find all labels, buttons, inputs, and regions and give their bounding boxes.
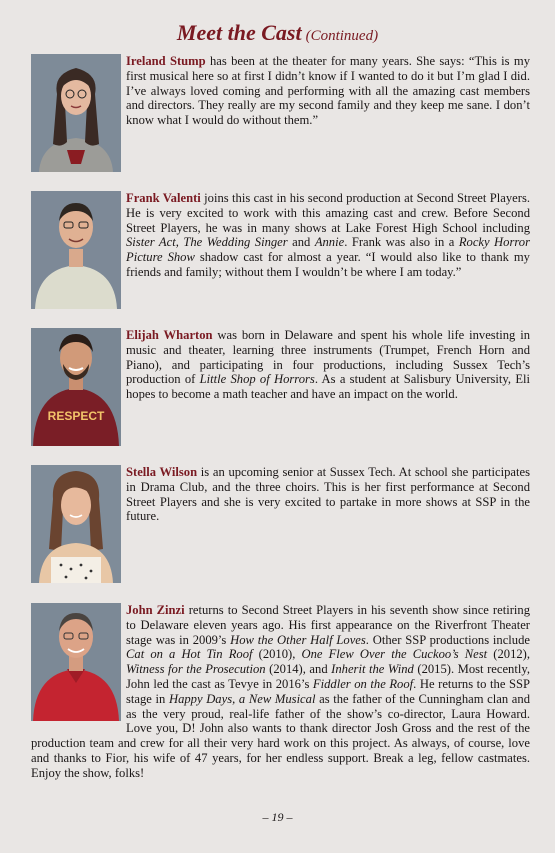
bio-text: joins this cast in his second production at Second Street Players. He is very excited to work with this amazing cast and crew. Before Second Street Players, he was in many shows at Lake Forest High School including (126, 191, 531, 235)
show-title: Happy Days, a New Musical (168, 691, 316, 706)
bio-text: . He returns to the SSP stage in (126, 676, 530, 706)
show-title: How the Other Half Loves (230, 632, 366, 647)
show-title: Fiddler on the Roof (312, 676, 414, 691)
photo-float-spacer (31, 603, 126, 727)
cast-name: Ireland Stump (126, 54, 206, 68)
bio-text: (2012), (487, 647, 531, 662)
bio-text: (2014), and (265, 662, 332, 677)
title-text: Meet the Cast (176, 20, 302, 45)
headshot-ireland-stump (31, 54, 121, 172)
show-title: Annie (314, 235, 345, 250)
bio-elijah-wharton (126, 328, 530, 402)
bio-text: has been at the theater for many years. She says: “This is my first musical here so at first I didn’t know if I wanted to do it but I’m glad I did. I’ve always loved coming and performing with all the amazing cast members and directors. They really are my second family and they keep me sane. I don’t know what I would do without them.” (126, 54, 530, 128)
show-title: Inherit the Wind (331, 662, 414, 677)
cast-name: Stella Wilson (126, 465, 198, 479)
show-title: One Flew Over the Cuckoo’s Nest (301, 647, 488, 662)
show-title: Cat on a Hot Tin Roof (126, 647, 253, 662)
headshot-elijah-wharton (31, 328, 121, 446)
bio-text: (2010), (252, 647, 302, 662)
bio-text: is an upcoming senior at Sussex Tech. At school she participates in Drama Club, and the three choirs. This is her first performance at Second Street Players and she is very excited to partake in more shows at SSP in the future. (126, 465, 530, 524)
bio-text: shadow cast for almost a year. “I would also like to thank my friends and family; without them I wouldn’t be where I am today.” (126, 250, 530, 279)
show-title: Little Shop of Horrors (199, 372, 315, 387)
show-title: Rocky Horror Picture Show (126, 235, 530, 265)
bio-text: . Other SSP productions include (365, 632, 530, 647)
bio-stella-wilson (126, 465, 530, 524)
bio-frank-valenti (126, 191, 530, 280)
headshot-frank-valenti (31, 191, 121, 309)
page-title (0, 20, 555, 46)
bio-john-zinzi (31, 603, 530, 781)
bio-text: as the father of the Cunningham clan and as the very proud, real-life father of the show’s co-director, Laura Howard. Love you, D! John also wants to thank director Josh Gross and the rest of the production team and crew for all their very hard work on this project. As always, of course, love and thanks to Fior, his wife of 47 years, for her endless support. Break a leg, fellow castmates. Enjoy the show, folks! (31, 691, 530, 780)
bio-text: (2015). Most recently, John led the cast as Tevye in 2016’s (126, 662, 530, 691)
cast-name: Elijah Wharton (126, 328, 213, 342)
page-number: – 19 – (262, 810, 293, 824)
bio-text: was born in Delaware and spent his whole life investing in music and theater, learning three instruments (Trumpet, French Horn and Piano), and participating in four productions, including Sussex Tech’s production of (126, 328, 530, 387)
cast-name: Frank Valenti (126, 191, 201, 205)
bio-text: . Frank was also in a (344, 235, 459, 250)
bio-text: and (287, 235, 315, 250)
shirt-text: RESPECT (47, 409, 105, 423)
bio-ireland-stump (126, 54, 530, 128)
title-continued: (Continued) (305, 28, 379, 44)
show-title: Sister Act, The Wedding Singer (126, 235, 288, 250)
bio-text: . As a student at Salisbury University, Eli hopes to become a math teacher and have an impact on the world. (126, 372, 531, 402)
cast-name: John Zinzi (126, 603, 185, 617)
bio-text: returns to Second Street Players in his seventh show since retiring to Delaware eleven years ago. His first appearance on the Riverfront Theater stage was in 2009’s (126, 603, 531, 647)
headshot-stella-wilson (31, 465, 121, 583)
show-title: Witness for the Prosecution (126, 662, 266, 677)
